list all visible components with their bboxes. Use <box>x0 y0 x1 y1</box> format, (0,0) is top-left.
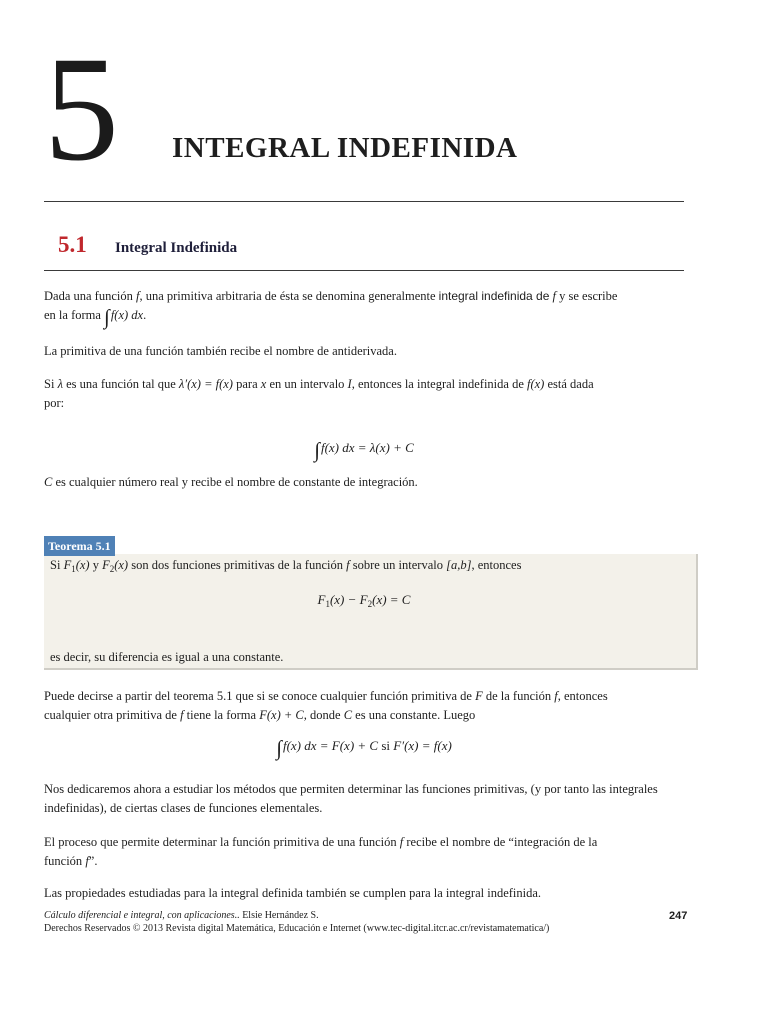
math-F: F <box>317 592 326 607</box>
math-form: F(x) + C, <box>259 708 307 722</box>
paragraph-definition <box>44 287 684 327</box>
paragraph-antiderivative: La primitiva de una función también recibe el nombre de antiderivada. <box>44 344 397 358</box>
paragraph-properties: Las propiedades estudiadas para la integral definida también se cumplen para la integral indefinida. <box>44 886 542 900</box>
math-expression: (x) − F <box>329 592 368 607</box>
math-f: f <box>85 854 89 868</box>
text: es una función tal que <box>66 377 176 391</box>
text: para <box>236 377 258 391</box>
paragraph-line: por: <box>44 396 65 410</box>
page-number: 247 <box>669 910 688 922</box>
paragraph-lambda <box>44 375 684 413</box>
paragraph-line <box>44 852 684 871</box>
text: ”. <box>88 854 98 868</box>
integral-symbol: ∫ <box>104 305 110 329</box>
math-integrand: f(x) dx <box>110 308 144 322</box>
text: recibe el nombre de “integración de la <box>406 835 598 849</box>
theorem-closing: es decir, su diferencia es igual a una constante. <box>50 650 284 664</box>
math-C: C <box>343 708 353 722</box>
subscript: 1 <box>325 599 330 609</box>
book-title: Cálculo diferencial e integral, con aplicaciones.. <box>44 910 240 921</box>
text: , entonces la integral indefinida de <box>351 377 524 391</box>
chapter-divider <box>44 201 684 202</box>
math-x: x <box>260 377 267 391</box>
paragraph-line <box>44 375 684 394</box>
math-f: f <box>399 835 404 849</box>
text: y se escribe <box>559 289 618 303</box>
text: , entonces <box>471 558 522 572</box>
text: Si <box>50 558 61 572</box>
text: El proceso que permite determinar la función primitiva de una función <box>44 835 397 849</box>
equation-primitive <box>44 736 684 761</box>
footer-copyright: Derechos Reservados © 2013 Revista digital Matemática, Educación e Internet (www.tec-digital.itcr.ac.cr/revistamatematica/) <box>44 923 550 934</box>
math-interval: I <box>347 377 352 391</box>
math-f: f <box>554 689 558 703</box>
text: y <box>92 558 99 572</box>
math-fx: f(x) <box>527 377 545 391</box>
equation-indefinite-integral <box>44 438 684 463</box>
term-integral-indefinida: integral indefinida de <box>438 289 550 303</box>
paragraph-line <box>44 287 684 306</box>
text: Si <box>44 377 55 391</box>
chapter-number: 5 <box>44 26 119 192</box>
text: Puede decirse a partir del teorema 5.1 que si se conoce cualquier función primitiva de <box>44 689 472 703</box>
math-F: F <box>63 558 72 572</box>
text: función <box>44 854 83 868</box>
footer-reference <box>44 910 319 921</box>
paragraph-consequence <box>44 687 684 725</box>
chapter-title: INTEGRAL INDEFINIDA <box>172 132 518 164</box>
text: cualquier otra primitiva de <box>44 708 177 722</box>
author: Elsie Hernández S. <box>242 910 319 921</box>
text: si <box>381 738 391 753</box>
text: en un intervalo <box>269 377 345 391</box>
integral-symbol: ∫ <box>276 736 282 760</box>
theorem-statement <box>50 556 690 579</box>
text: es una constante. Luego <box>355 708 476 722</box>
paragraph-constant <box>44 473 684 492</box>
theorem-label: Teorema 5.1 <box>44 536 115 556</box>
text: en la forma <box>44 308 101 322</box>
math-arg: (x) <box>75 558 90 572</box>
section-divider <box>44 270 684 271</box>
paragraph-line <box>44 706 684 725</box>
paragraph-line <box>44 833 684 852</box>
paragraph-methods: Nos dedicaremos ahora a estudiar los métodos que permiten determinar las funciones primitivas, (y por tanto las integrales indefinidas), de ciertas clases de funciones elementales. <box>44 782 658 815</box>
subscript: 2 <box>367 599 373 609</box>
math-F: F <box>102 558 110 572</box>
paragraph-line <box>44 306 684 327</box>
text: de la función <box>485 689 552 703</box>
text: está dada <box>547 377 594 391</box>
math-lambda: λ <box>57 377 63 391</box>
text: . <box>143 308 147 322</box>
math-f: f <box>346 558 350 572</box>
text: tiene la forma <box>186 708 257 722</box>
section-number: 5.1 <box>58 232 87 257</box>
math-f: f <box>552 289 557 303</box>
math-arg: (x) <box>114 558 129 572</box>
text: , una primitiva arbitraria de ésta se denomina generalmente <box>139 289 436 303</box>
theorem-equation <box>44 592 684 609</box>
math-condition: λ′(x) = f(x) <box>178 377 233 391</box>
integral-symbol: ∫ <box>314 438 320 462</box>
math-C: C <box>44 475 53 489</box>
paragraph-line <box>44 687 684 706</box>
math-f: f <box>180 708 184 722</box>
text: donde <box>310 708 341 722</box>
text: sobre un intervalo <box>352 558 443 572</box>
subscript: 1 <box>71 564 76 574</box>
math-expression: (x) = C <box>372 592 411 607</box>
math-equation: F′(x) = f(x) <box>393 738 452 753</box>
math-F: F <box>475 689 483 703</box>
subscript: 2 <box>109 564 115 574</box>
text: , entonces <box>557 689 608 703</box>
text: Dada una función <box>44 289 133 303</box>
math-f: f <box>135 289 140 303</box>
math-interval: [a,b] <box>446 558 472 572</box>
math-equation: f(x) dx = λ(x) + C <box>320 440 414 455</box>
section-title: Integral Indefinida <box>115 240 238 256</box>
text: son dos funciones primitivas de la función <box>131 558 343 572</box>
math-equation: f(x) dx = F(x) + C <box>282 738 379 753</box>
paragraph-integration <box>44 833 684 871</box>
text: es cualquier número real y recibe el nombre de constante de integración. <box>55 475 418 489</box>
